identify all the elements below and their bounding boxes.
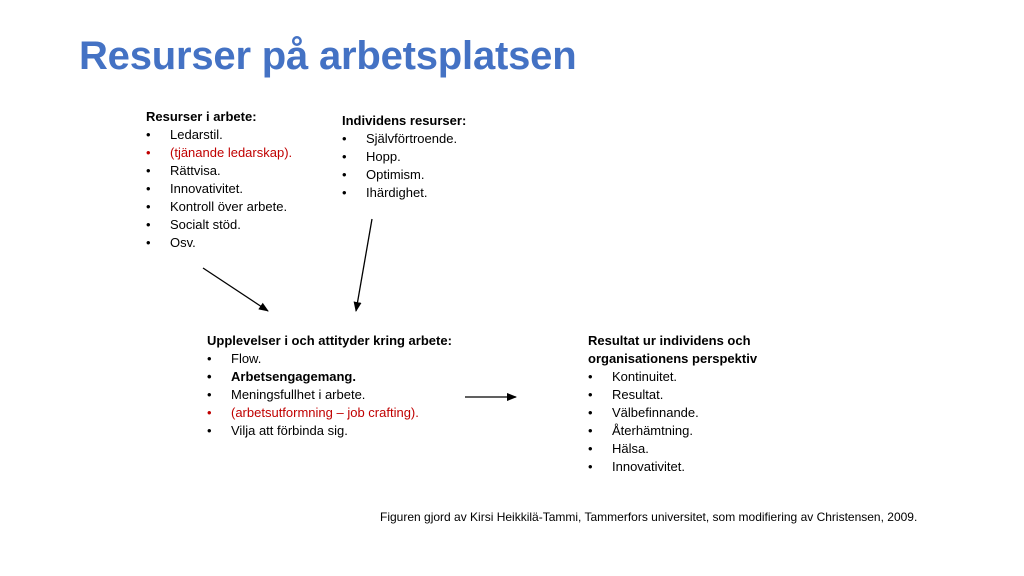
results-heading-line1: Resultat ur individens och — [588, 333, 751, 348]
list-item-text: Kontroll över arbete. — [170, 199, 288, 214]
bullet-icon: • — [342, 149, 347, 164]
bullet-icon: • — [588, 459, 593, 474]
list-item-text: Osv. — [170, 235, 196, 250]
list-item-text: Hopp. — [366, 149, 401, 164]
bullet-icon: • — [207, 405, 212, 420]
bullet-icon: • — [588, 387, 593, 402]
page-title: Resurser på arbetsplatsen — [79, 34, 577, 78]
bullet-icon: • — [146, 127, 151, 142]
bullet-icon: • — [342, 167, 347, 182]
list-item-text: Självförtroende. — [366, 131, 458, 146]
list-item-text: Innovativitet. — [612, 459, 685, 474]
list-item-text: Optimism. — [366, 167, 425, 182]
list-item-text: Ledarstil. — [170, 127, 223, 142]
list-item-text: Meningsfullhet i arbete. — [231, 387, 366, 402]
list-item-text: Kontinuitet. — [612, 369, 678, 384]
bullet-icon: • — [207, 387, 212, 402]
bullet-icon: • — [342, 185, 347, 200]
bullet-icon: • — [146, 163, 151, 178]
list-item-text: Socialt stöd. — [170, 217, 241, 232]
experiences-heading: Upplevelser i och attityder kring arbete: — [207, 333, 452, 348]
bullet-icon: • — [342, 131, 347, 146]
bullet-icon: • — [146, 145, 151, 160]
arrow-work-to-experiences — [203, 268, 268, 311]
list-item-text: Flow. — [231, 351, 262, 366]
figure-caption: Figuren gjord av Kirsi Heikkilä-Tammi, Tammerfors universitet, som modifiering av Christensen, 2009. — [380, 510, 918, 524]
work-resources-heading: Resurser i arbete: — [146, 109, 257, 124]
bullet-icon: • — [207, 369, 212, 384]
individual-resources-heading: Individens resurser: — [342, 113, 467, 128]
bullet-icon: • — [588, 405, 593, 420]
results-heading-line2: organisationens perspektiv — [588, 351, 758, 366]
bullet-icon: • — [146, 217, 151, 232]
bullet-icon: • — [146, 199, 151, 214]
list-item-text: Vilja att förbinda sig. — [231, 423, 348, 438]
bullet-icon: • — [588, 423, 593, 438]
bullet-icon: • — [207, 351, 212, 366]
bullet-icon: • — [588, 441, 593, 456]
bullet-icon: • — [207, 423, 212, 438]
list-item-text: Rättvisa. — [170, 163, 221, 178]
list-item-text: Arbetsengagemang. — [231, 369, 356, 384]
list-item-text: (tjänande ledarskap). — [170, 145, 293, 160]
bullet-icon: • — [588, 369, 593, 384]
arrow-individual-to-experiences — [356, 219, 372, 311]
bullet-icon: • — [146, 235, 151, 250]
list-item-text: Återhämtning. — [612, 423, 693, 438]
bullet-icon: • — [146, 181, 151, 196]
list-item-text: Resultat. — [612, 387, 664, 402]
list-item-text: Ihärdighet. — [366, 185, 428, 200]
list-item-text: Hälsa. — [612, 441, 649, 456]
list-item-text: (arbetsutformning – job crafting). — [231, 405, 419, 420]
list-item-text: Innovativitet. — [170, 181, 243, 196]
list-item-text: Välbefinnande. — [612, 405, 699, 420]
